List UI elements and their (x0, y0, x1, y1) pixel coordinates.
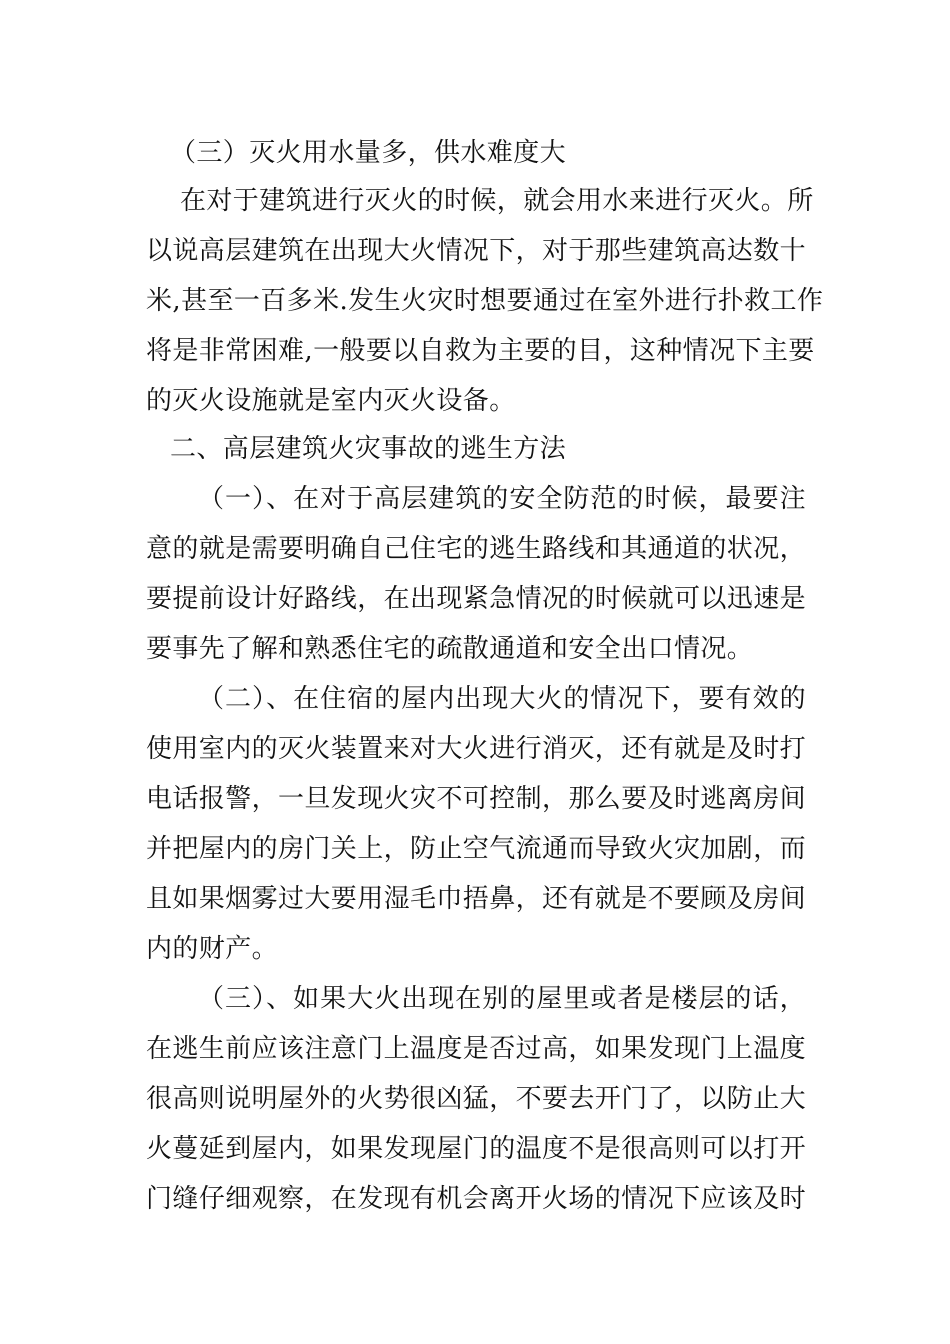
paragraph-line: 意的就是需要明确自己住宅的逃生路线和其通道的状况， (146, 534, 807, 564)
subheading-3: （三）灭火用水量多，供水难度大 (170, 138, 567, 168)
section-heading-2: 二、高层建筑火灾事故的逃生方法 (170, 434, 567, 464)
paragraph-line: 要提前设计好路线，在出现紧急情况的时候就可以迅速是 (146, 584, 807, 614)
paragraph-line: 并把屋内的房门关上，防止空气流通而导致火灾加剧，而 (146, 834, 807, 864)
paragraph-line: 在逃生前应该注意门上温度是否过高，如果发现门上温度 (146, 1034, 807, 1064)
paragraph-line: 门缝仔细观察，在发现有机会离开火场的情况下应该及时 (146, 1184, 807, 1214)
paragraph-line: 在对于建筑进行灭火的时候，就会用水来进行灭火。所 (180, 186, 814, 216)
paragraph-line: 的灭火设施就是室内灭火设备。 (146, 386, 516, 416)
paragraph-line: （二）、在住宿的屋内出现大火的情况下，要有效的 (198, 684, 806, 714)
paragraph-line: 火蔓延到屋内，如果发现屋门的温度不是很高则可以打开 (146, 1134, 807, 1164)
paragraph-line: 要事先了解和熟悉住宅的疏散通道和安全出口情况。 (146, 634, 754, 664)
paragraph-line: 将是非常困难,一般要以自救为主要的目，这种情况下主要 (146, 336, 815, 366)
paragraph-line: 米,甚至一百多米.发生火灾时想要通过在室外进行扑救工作 (146, 286, 824, 316)
paragraph-line: 内的财产。 (146, 934, 279, 964)
paragraph-line: 很高则说明屋外的火势很凶猛，不要去开门了，以防止大 (146, 1084, 807, 1114)
paragraph-line: 且如果烟雾过大要用湿毛巾捂鼻，还有就是不要顾及房间 (146, 884, 807, 914)
paragraph-line: （一）、在对于高层建筑的安全防范的时候，最要注 (198, 484, 806, 514)
paragraph-line: 电话报警，一旦发现火灾不可控制，那么要及时逃离房间 (146, 784, 807, 814)
paragraph-line: 以说高层建筑在出现大火情况下，对于那些建筑高达数十 (146, 236, 807, 266)
paragraph-line: （三）、如果大火出现在别的屋里或者是楼层的话， (198, 984, 806, 1014)
paragraph-line: 使用室内的灭火装置来对大火进行消灭，还有就是及时打 (146, 734, 807, 764)
